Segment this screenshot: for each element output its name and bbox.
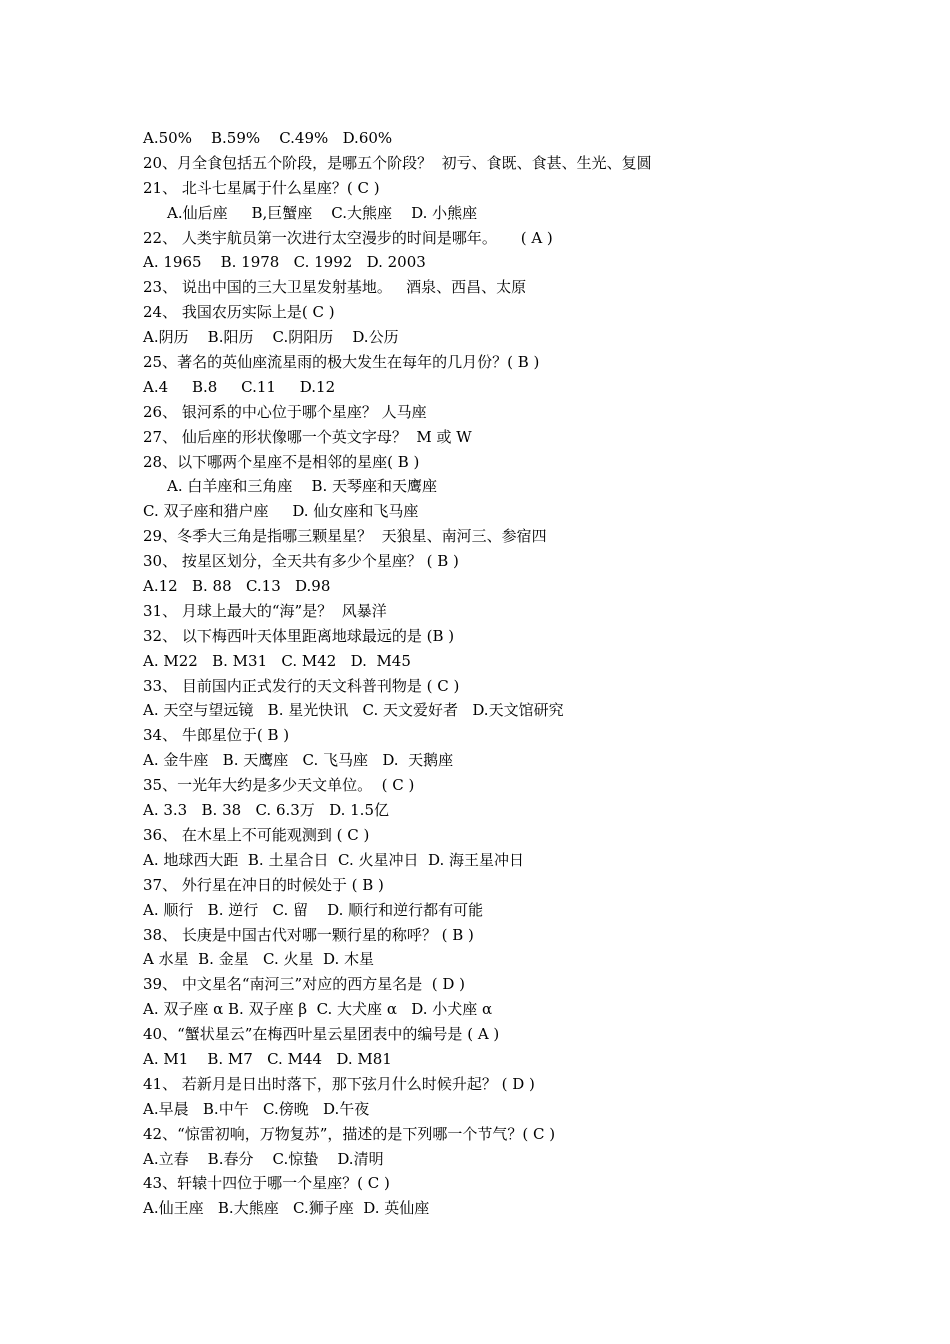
text-line: A. 金牛座 B. 天鹰座 C. 飞马座 D. 天鹅座 [143, 751, 454, 770]
text-line: 30、 按星区划分，全天共有多少个星座？ ( B ) [143, 552, 459, 571]
text-line: 29、冬季大三角是指哪三颗星星？ 天狼星、南河三、参宿四 [143, 527, 547, 546]
text-line: 35、一光年大约是多少天文单位。 ( C ) [143, 776, 415, 795]
text-line: 31、 月球上最大的“海”是？ 风暴洋 [143, 601, 387, 620]
text-line: A.4 B.8 C.11 D.12 [143, 377, 336, 396]
document-body [143, 126, 863, 1221]
text-line: A.仙王座 B.大熊座 C.狮子座 D. 英仙座 [143, 1199, 430, 1218]
text-line: 34、 牛郎星位于( B ) [143, 726, 290, 745]
text-line: A 水星 B. 金星 C. 火星 D. 木星 [143, 950, 375, 969]
text-line: 20、月全食包括五个阶段，是哪五个阶段？ 初亏、食既、食甚、生光、复圆 [143, 153, 652, 172]
text-line: A. M22 B. M31 C. M42 D. M45 [143, 651, 411, 670]
text-line: 24、 我国农历实际上是( C ) [143, 303, 335, 322]
text-line: A. M1 B. M7 C. M44 D. M81 [143, 1049, 392, 1068]
text-line: 28、以下哪两个星座不是相邻的星座( B ) [143, 452, 420, 471]
text-line: A.立春 B.春分 C.惊蛰 D.清明 [143, 1149, 384, 1168]
text-line: 43、轩辕十四位于哪一个星座？( C ) [143, 1174, 390, 1193]
text-line: 39、 中文星名“南河三”对应的西方星名是 ( D ) [143, 975, 465, 994]
text-line: A. 顺行 B. 逆行 C. 留 D. 顺行和逆行都有可能 [143, 900, 484, 919]
text-line: 33、 目前国内正式发行的天文科普刊物是 ( C ) [143, 676, 460, 695]
text-line: A. 双子座 α B. 双子座 β C. 大犬座 α D. 小犬座 α [143, 1000, 493, 1019]
text-line: A. 3.3 B. 38 C. 6.3万 D. 1.5亿 [143, 801, 389, 820]
text-line: 23、 说出中国的三大卫星发射基地。 酒泉、西昌、太原 [143, 278, 527, 297]
text-line: A. 地球西大距 B. 土星合日 C. 火星冲日 D. 海王星冲日 [143, 850, 525, 869]
text-line: 36、 在木星上不可能观测到 ( C ) [143, 825, 370, 844]
text-line: 42、“惊雷初响，万物复苏”，描述的是下列哪一个节气？( C ) [143, 1124, 556, 1143]
text-line: 37、 外行星在冲日的时候处于 ( B ) [143, 875, 384, 894]
text-line: 32、 以下梅西叶天体里距离地球最远的是 (B ) [143, 626, 455, 645]
text-line: A.50% B.59% C.49% D.60% [143, 129, 393, 147]
text-line: 38、 长庚是中国古代对哪一颗行星的称呼？ ( B ) [143, 925, 474, 944]
text-line: A.12 B. 88 C.13 D.98 [143, 577, 331, 596]
text-line: 27、 仙后座的形状像哪一个英文字母？ M 或 W [143, 427, 472, 446]
text-line: 21、 北斗七星属于什么星座？( C ) [143, 178, 380, 197]
text-line: 26、 银河系的中心位于哪个星座？ 人马座 [143, 402, 427, 421]
text-line: 40、“蟹状星云”在梅西叶星云星团表中的编号是 ( A ) [143, 1025, 500, 1044]
text-line: 25、著名的英仙座流星雨的极大发生在每年的几月份？( B ) [143, 353, 540, 372]
text-line: 41、 若新月是日出时落下，那下弦月什么时候升起？ ( D ) [143, 1074, 535, 1093]
text-line: A.早晨 B.中午 C.傍晚 D.午夜 [143, 1099, 370, 1118]
text-line: A. 1965 B. 1978 C. 1992 D. 2003 [143, 253, 426, 272]
text-line: A.阴历 B.阳历 C.阴阳历 D.公历 [143, 328, 399, 347]
text-line: A. 天空与望远镜 B. 星光快讯 C. 天文爱好者 D.天文馆研究 [143, 701, 564, 720]
text-line: A. 白羊座和三角座 B. 天琴座和天鹰座 [167, 477, 438, 496]
text-line: C. 双子座和猎户座 D. 仙女座和飞马座 [143, 502, 419, 521]
text-line: 22、 人类宇航员第一次进行太空漫步的时间是哪年。 ( A ) [143, 228, 553, 247]
text-line: A.仙后座 B,巨蟹座 C.大熊座 D. 小熊座 [167, 203, 478, 222]
